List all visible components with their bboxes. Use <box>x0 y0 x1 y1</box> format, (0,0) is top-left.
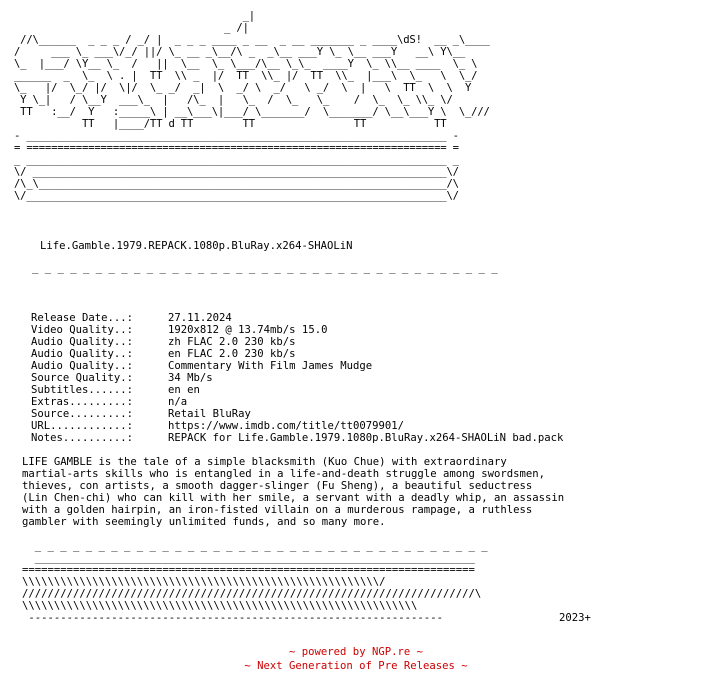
info-row <box>31 396 563 408</box>
info-value: n/a <box>168 396 188 408</box>
info-row <box>31 360 563 372</box>
footer-year: 2023+ <box>559 612 591 624</box>
release-info-table <box>31 312 563 444</box>
info-row <box>31 324 563 336</box>
info-key: Audio Quality..: <box>31 360 134 372</box>
info-key: Notes..........: <box>31 432 134 444</box>
info-row <box>31 408 563 420</box>
info-key: Source.........: <box>31 408 134 420</box>
plot-description <box>22 456 712 528</box>
imdb-link[interactable]: https://www.imdb.com/title/tt0079901/ <box>168 420 404 432</box>
info-value: en FLAC 2.0 230 kb/s <box>168 348 296 360</box>
powered-by-line: ~ powered by NGP.re ~ <box>289 646 423 658</box>
description-text: LIFE GAMBLE is the tale of a simple blacksmith (Kuo Chue) with extraordinary martial-arts skills who is entangled in a life-and-death struggle among swordsmen, thieves, con artists, a smooth dagger-slinger (Fu Sheng), a beautiful seductress (Lin Chen-chi) who can kill with her smile, a servant with a deadly whip, an assassin with a golden hairpin, an iron-fisted villain on a murderous rampage, a ruthless gambler with seemingly unlimited funds, and so many more. <box>22 456 565 528</box>
tagline-line: ~ Next Generation of Pre Releases ~ <box>244 660 468 672</box>
info-value: 27.11.2024 <box>168 312 232 324</box>
info-row <box>31 336 563 348</box>
info-value: zh FLAC 2.0 230 kb/s <box>168 336 296 348</box>
info-value: Retail BluRay <box>168 408 251 420</box>
ascii-logo-banner: _| _ /| //\______ _ _ _ / _/ | _ _ _ ____ _ __ _ __ _______ _ ____\dS! __ _\____ / ___ \_ ___\/_/ ||/ \_ __ _\__/\ _ _\__ ___Y \_ \__ ___Y __\ Y\__ \_ |___/ \Y__ \_ / || \__ \_ \___/\__ \_\_ ____Y \_ \\__ ____ \_ \ ______ _ \_ \ . | TT \\ _ |/ TT \\_ |/ TT \\_ |___\ \_ \ \_/ \_ |/ \_/ |/ \|/ \_ _/ _| \ _/ \ _/ \ _/ \ | \ TT \ \ Y Y \_| / \__Y ___\_ | /\_ | \_ / \_ \_ / \_ \_ \\_ \/ TT :__/ Y :_____\ | __\___\|___/ \_______/ \_______/ \__\___Y \ \_/// TT |____/TT d TT TT TT TT - ____________________________________________________________________ - = ==================================================================== = _ ____________________________________________________________________ _ \/ ___________________________________________________________________\/ /\_\__________________________________________________________________/\ \/____________________________________________________________________\/ <box>14 10 490 202</box>
info-key: Extras.........: <box>31 396 134 408</box>
info-value: en en <box>168 384 200 396</box>
info-row <box>31 432 563 444</box>
powered-by-footer <box>0 645 712 673</box>
info-key: Video Quality..: <box>31 324 134 336</box>
info-key: Subtitles......: <box>31 384 134 396</box>
info-value: REPACK for Life.Gamble.1979.1080p.BluRay.x264-SHAOLiN bad.pack <box>168 432 564 444</box>
title-divider: _ _ _ _ _ _ _ _ _ _ _ _ _ _ _ _ _ _ _ _ _ _ _ _ _ _ _ _ _ _ _ _ _ _ _ _ _ <box>32 262 498 274</box>
info-row <box>31 420 563 432</box>
info-key: Release Date...: <box>31 312 134 324</box>
info-row <box>31 384 563 396</box>
info-key: URL............: <box>31 420 134 432</box>
info-row <box>31 348 563 360</box>
info-value: Commentary With Film James Mudge <box>168 360 373 372</box>
info-row <box>31 312 563 324</box>
info-key: Source Quality.: <box>31 372 134 384</box>
info-key: Audio Quality..: <box>31 336 134 348</box>
info-value: 34 Mb/s <box>168 372 213 384</box>
info-value: 1920x812 @ 13.74mb/s 15.0 <box>168 324 328 336</box>
release-title: Life.Gamble.1979.REPACK.1080p.BluRay.x264-SHAOLiN <box>40 240 353 252</box>
info-row <box>31 372 563 384</box>
info-key: Audio Quality..: <box>31 348 134 360</box>
ascii-footer-divider: _ _ _ _ _ _ _ _ _ _ _ _ _ _ _ _ _ _ _ _ _ _ _ _ _ _ _ _ _ _ _ _ _ _ _ _ _____________________________________________________________________ ======================================================================= \\\\\\\\\\\\\\\\\\\\\\\\\\\\\\\\\\\\\\\\\\\\\\\\\\\\\\\\/ ///////////////////////////////////////////////////////////////////////\ \\\\\\\\\\\\\\\\\\\\\\\\\\\\\\\\\\\\\\\\\\\\\\\\\\\\\\\\\\\\\\ ----------------------------------------------------------------- <box>22 540 488 624</box>
